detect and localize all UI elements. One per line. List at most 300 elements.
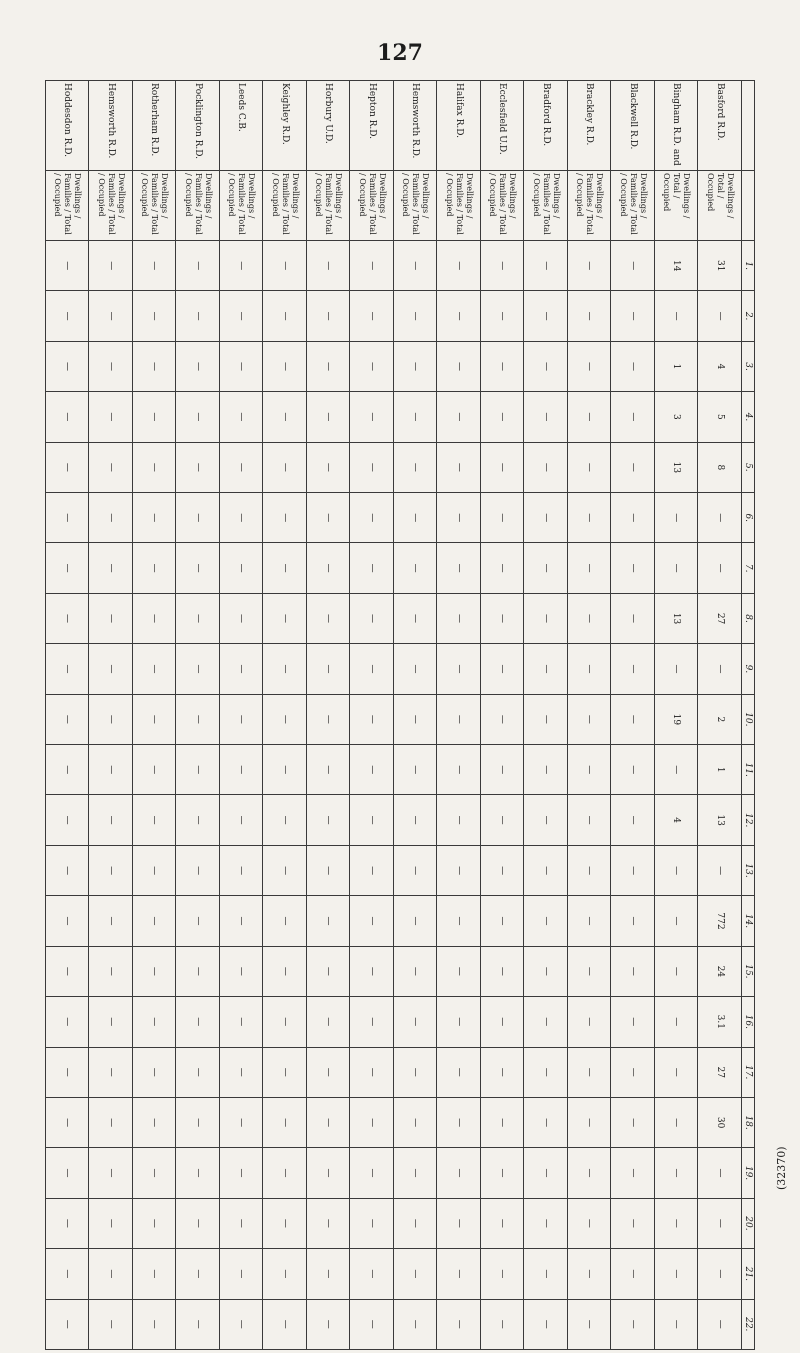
table-cell: —: [307, 795, 351, 845]
table-cell: —: [350, 442, 394, 492]
table-cell: —: [133, 543, 177, 593]
table-cell: —: [568, 1047, 612, 1097]
table-cell: —: [568, 845, 612, 895]
table-cell: —: [655, 493, 699, 543]
table-cell: —: [524, 644, 568, 694]
table-cell: 13: [698, 795, 742, 845]
table-cell: —: [568, 946, 612, 996]
table-cell: —: [263, 493, 307, 543]
table-cell: —: [611, 1249, 655, 1299]
table-cell: 3.1: [698, 997, 742, 1047]
table-cell: —: [394, 1249, 438, 1299]
table-cell: —: [176, 593, 220, 643]
table-cell: —: [350, 1198, 394, 1248]
table-cell: —: [481, 997, 525, 1047]
table-cell: —: [263, 1249, 307, 1299]
column-number: 14.: [742, 896, 755, 946]
table-cell: —: [481, 694, 525, 744]
row-categories: Dwellings / Families / Total / Occupied: [307, 171, 351, 241]
table-cell: —: [481, 442, 525, 492]
table-cell: —: [437, 392, 481, 442]
table-cell: —: [437, 442, 481, 492]
table-cell: —: [611, 997, 655, 1047]
table-cell: —: [307, 1299, 351, 1349]
table-cell: —: [350, 795, 394, 845]
table-cell: —: [176, 946, 220, 996]
table-cell: —: [350, 896, 394, 946]
table-cell: —: [176, 392, 220, 442]
table-cell: —: [611, 896, 655, 946]
table-cell: —: [611, 1198, 655, 1248]
table-cell: —: [133, 896, 177, 946]
table-cell: 8: [698, 442, 742, 492]
table-cell: —: [46, 795, 90, 845]
rotated-table-wrapper: [45, 80, 755, 1350]
table-row: [220, 81, 264, 1350]
table-cell: —: [133, 593, 177, 643]
table-cell: 27: [698, 593, 742, 643]
district-name: Pocklington R.D.: [176, 81, 220, 171]
table-cell: —: [176, 1097, 220, 1147]
table-cell: —: [655, 997, 699, 1047]
district-header: [742, 81, 755, 171]
table-cell: —: [350, 845, 394, 895]
district-name: Basford R.D.: [698, 81, 742, 171]
table-cell: —: [611, 644, 655, 694]
table-cell: —: [698, 644, 742, 694]
table-cell: —: [437, 1097, 481, 1147]
table-cell: —: [350, 946, 394, 996]
table-cell: —: [524, 745, 568, 795]
table-cell: —: [46, 341, 90, 391]
table-cell: 4: [698, 341, 742, 391]
table-cell: —: [350, 644, 394, 694]
table-cell: —: [176, 1299, 220, 1349]
table-cell: —: [568, 795, 612, 845]
table-cell: —: [307, 896, 351, 946]
table-cell: —: [394, 946, 438, 996]
table-cell: —: [437, 997, 481, 1047]
table-cell: —: [307, 745, 351, 795]
table-cell: —: [307, 392, 351, 442]
table-cell: —: [133, 1299, 177, 1349]
row-categories: Dwellings / Families / Total / Occupied: [133, 171, 177, 241]
table-cell: —: [437, 1299, 481, 1349]
table-cell: —: [350, 745, 394, 795]
table-cell: —: [220, 1249, 264, 1299]
table-cell: 4: [655, 795, 699, 845]
table-cell: —: [437, 1148, 481, 1198]
column-number: 3.: [742, 341, 755, 391]
table-cell: —: [220, 593, 264, 643]
table-cell: —: [133, 1198, 177, 1248]
table-cell: —: [481, 1097, 525, 1147]
table-cell: —: [524, 694, 568, 744]
table-cell: —: [220, 341, 264, 391]
table-cell: —: [46, 1198, 90, 1248]
table-cell: —: [568, 593, 612, 643]
table-cell: —: [568, 1148, 612, 1198]
table-cell: —: [394, 493, 438, 543]
table-cell: —: [655, 644, 699, 694]
table-cell: —: [46, 493, 90, 543]
table-cell: —: [394, 291, 438, 341]
table-cell: —: [611, 493, 655, 543]
table-cell: —: [176, 795, 220, 845]
table-cell: —: [611, 1299, 655, 1349]
table-row: [524, 81, 568, 1350]
table-cell: —: [307, 341, 351, 391]
table-row: [133, 81, 177, 1350]
table-cell: —: [524, 795, 568, 845]
table-cell: —: [655, 1198, 699, 1248]
table-cell: —: [481, 946, 525, 996]
column-number: 6.: [742, 493, 755, 543]
table-cell: —: [437, 745, 481, 795]
table-cell: —: [220, 1097, 264, 1147]
table-cell: —: [698, 1249, 742, 1299]
table-cell: —: [89, 1097, 133, 1147]
table-cell: —: [655, 543, 699, 593]
table-cell: —: [133, 1047, 177, 1097]
table-cell: —: [568, 1299, 612, 1349]
district-name: Ecclesfield U.D.: [481, 81, 525, 171]
table-cell: —: [350, 493, 394, 543]
table-cell: 5: [698, 392, 742, 442]
row-categories: Dwellings / Total / Occupied: [698, 171, 742, 241]
table-cell: —: [655, 845, 699, 895]
table-cell: —: [394, 845, 438, 895]
table-cell: —: [394, 745, 438, 795]
table-cell: —: [46, 845, 90, 895]
table-cell: —: [89, 341, 133, 391]
table-cell: —: [220, 241, 264, 291]
table-cell: —: [89, 241, 133, 291]
table-cell: —: [46, 392, 90, 442]
table-cell: —: [307, 997, 351, 1047]
table-row: [437, 81, 481, 1350]
table-cell: —: [568, 694, 612, 744]
column-number: 13.: [742, 845, 755, 895]
table-cell: —: [611, 1097, 655, 1147]
table-row: [350, 81, 394, 1350]
table-cell: —: [176, 997, 220, 1047]
table-cell: —: [611, 845, 655, 895]
table-cell: —: [698, 493, 742, 543]
table-cell: —: [437, 644, 481, 694]
table-cell: —: [263, 1198, 307, 1248]
table-cell: —: [176, 543, 220, 593]
table-cell: —: [568, 1097, 612, 1147]
table-cell: —: [611, 1047, 655, 1097]
table-cell: —: [307, 1047, 351, 1097]
column-number: 22.: [742, 1299, 755, 1349]
table-cell: —: [89, 795, 133, 845]
table-cell: —: [89, 694, 133, 744]
table-cell: —: [89, 896, 133, 946]
table-cell: —: [307, 543, 351, 593]
table-cell: —: [220, 1198, 264, 1248]
table-cell: —: [89, 1198, 133, 1248]
table-cell: —: [350, 1097, 394, 1147]
table-cell: —: [611, 694, 655, 744]
row-categories: Dwellings / Families / Total / Occupied: [611, 171, 655, 241]
table-cell: —: [350, 341, 394, 391]
table-cell: —: [524, 392, 568, 442]
table-cell: —: [89, 442, 133, 492]
table-cell: —: [350, 1148, 394, 1198]
table-cell: —: [263, 1148, 307, 1198]
table-cell: —: [176, 1198, 220, 1248]
table-cell: —: [46, 1299, 90, 1349]
table-cell: —: [89, 291, 133, 341]
table-cell: 30: [698, 1097, 742, 1147]
table-cell: —: [524, 1299, 568, 1349]
table-cell: —: [176, 341, 220, 391]
table-cell: —: [133, 442, 177, 492]
table-cell: —: [611, 795, 655, 845]
table-cell: —: [133, 997, 177, 1047]
table-cell: —: [307, 694, 351, 744]
table-cell: —: [133, 1249, 177, 1299]
column-number: 10.: [742, 694, 755, 744]
table-row: [46, 81, 90, 1350]
table-cell: —: [437, 845, 481, 895]
table-cell: —: [133, 241, 177, 291]
column-number: 15.: [742, 946, 755, 996]
district-name: Keighley R.D.: [263, 81, 307, 171]
column-number: 4.: [742, 392, 755, 442]
table-cell: —: [133, 795, 177, 845]
table-cell: —: [263, 1299, 307, 1349]
table-cell: —: [350, 392, 394, 442]
table-cell: —: [133, 1097, 177, 1147]
table-cell: —: [655, 745, 699, 795]
table-cell: —: [568, 341, 612, 391]
table-cell: —: [46, 997, 90, 1047]
table-cell: —: [263, 291, 307, 341]
table-cell: —: [307, 1097, 351, 1147]
table-cell: —: [481, 795, 525, 845]
table-cell: 13: [655, 442, 699, 492]
table-cell: —: [524, 241, 568, 291]
table-cell: —: [394, 593, 438, 643]
row-categories: Dwellings / Families / Total / Occupied: [220, 171, 264, 241]
table-cell: —: [437, 1249, 481, 1299]
table-cell: —: [176, 493, 220, 543]
table-cell: —: [481, 896, 525, 946]
table-cell: —: [655, 1299, 699, 1349]
table-row: [307, 81, 351, 1350]
table-cell: —: [263, 1097, 307, 1147]
table-cell: —: [481, 1299, 525, 1349]
table-cell: —: [568, 493, 612, 543]
table-cell: 2: [698, 694, 742, 744]
table-cell: —: [611, 543, 655, 593]
table-cell: —: [89, 644, 133, 694]
table-cell: —: [524, 1198, 568, 1248]
column-number: 12.: [742, 795, 755, 845]
table-cell: —: [524, 1047, 568, 1097]
table-cell: 19: [655, 694, 699, 744]
table-cell: —: [307, 946, 351, 996]
table-cell: —: [524, 341, 568, 391]
table-cell: —: [307, 1198, 351, 1248]
table-cell: —: [307, 845, 351, 895]
table-cell: —: [89, 1249, 133, 1299]
table-row: [611, 81, 655, 1350]
table-cell: —: [307, 442, 351, 492]
district-name: Horbury U.D.: [307, 81, 351, 171]
table-cell: —: [568, 1249, 612, 1299]
table-cell: —: [437, 896, 481, 946]
table-cell: —: [394, 644, 438, 694]
table-cell: —: [481, 341, 525, 391]
table-cell: —: [524, 946, 568, 996]
table-cell: —: [220, 493, 264, 543]
table-cell: —: [46, 946, 90, 996]
table-cell: —: [133, 946, 177, 996]
table-cell: —: [437, 795, 481, 845]
table-cell: —: [611, 392, 655, 442]
table-cell: —: [394, 1299, 438, 1349]
table-cell: —: [263, 241, 307, 291]
table-cell: —: [46, 745, 90, 795]
table-cell: —: [655, 291, 699, 341]
table-cell: —: [611, 745, 655, 795]
table-cell: —: [524, 896, 568, 946]
table-cell: —: [263, 1047, 307, 1097]
table-cell: —: [568, 997, 612, 1047]
table-cell: —: [655, 1097, 699, 1147]
column-number: 2.: [742, 291, 755, 341]
table-cell: —: [307, 593, 351, 643]
table-cell: —: [46, 1047, 90, 1097]
table-cell: —: [176, 241, 220, 291]
table-cell: —: [133, 745, 177, 795]
table-cell: —: [89, 1148, 133, 1198]
table-cell: —: [263, 896, 307, 946]
table-cell: —: [220, 795, 264, 845]
table-cell: —: [524, 442, 568, 492]
table-cell: —: [611, 341, 655, 391]
table-cell: —: [263, 644, 307, 694]
table-cell: —: [46, 644, 90, 694]
table-cell: —: [568, 442, 612, 492]
column-number: 7.: [742, 543, 755, 593]
row-categories: Dwellings / Families / Total / Occupied: [568, 171, 612, 241]
table-cell: —: [568, 291, 612, 341]
table-cell: —: [176, 845, 220, 895]
table-cell: —: [263, 593, 307, 643]
table-cell: —: [220, 291, 264, 341]
table-cell: —: [437, 593, 481, 643]
table-cell: —: [46, 1148, 90, 1198]
table-cell: —: [220, 997, 264, 1047]
row-categories: Dwellings / Families / Total / Occupied: [481, 171, 525, 241]
district-name: Hoddesdon R.D.: [46, 81, 90, 171]
table-cell: —: [394, 1097, 438, 1147]
table-cell: —: [220, 644, 264, 694]
table-cell: —: [176, 644, 220, 694]
table-cell: —: [655, 1148, 699, 1198]
table-cell: —: [655, 946, 699, 996]
table-cell: —: [220, 845, 264, 895]
column-number: 18.: [742, 1097, 755, 1147]
table-cell: —: [568, 896, 612, 946]
table-cell: —: [263, 946, 307, 996]
table-cell: —: [394, 241, 438, 291]
table-cell: —: [307, 1249, 351, 1299]
table-cell: —: [220, 694, 264, 744]
district-name: Bradford R.D.: [524, 81, 568, 171]
table-cell: 31: [698, 241, 742, 291]
table-row: [698, 81, 742, 1350]
table-cell: —: [263, 543, 307, 593]
table-cell: —: [481, 745, 525, 795]
table-cell: —: [133, 341, 177, 391]
table-cell: —: [307, 493, 351, 543]
table-cell: —: [89, 845, 133, 895]
table-cell: 13: [655, 593, 699, 643]
table-row: [655, 81, 699, 1350]
table-cell: —: [307, 291, 351, 341]
row-categories: Dwellings / Families / Total / Occupied: [524, 171, 568, 241]
table-cell: —: [350, 241, 394, 291]
row-categories: Dwellings / Families / Total / Occupied: [46, 171, 90, 241]
table-row: [481, 81, 525, 1350]
column-number: 19.: [742, 1148, 755, 1198]
table-cell: —: [89, 997, 133, 1047]
column-number: 17.: [742, 1047, 755, 1097]
table-cell: —: [263, 997, 307, 1047]
table-cell: —: [437, 291, 481, 341]
table-cell: —: [568, 644, 612, 694]
table-cell: —: [220, 896, 264, 946]
district-name: Hemsworth R.D.: [394, 81, 438, 171]
row-categories: Dwellings / Total / Occupied: [655, 171, 699, 241]
table-cell: —: [133, 291, 177, 341]
page-number: 127: [377, 40, 423, 66]
district-name: Blackwell R.D.: [611, 81, 655, 171]
district-name: Hemsworth R.D.: [89, 81, 133, 171]
table-cell: —: [220, 745, 264, 795]
table-cell: —: [350, 1249, 394, 1299]
table-cell: —: [263, 442, 307, 492]
table-cell: 1: [655, 341, 699, 391]
table-cell: —: [220, 1148, 264, 1198]
table-cell: —: [89, 745, 133, 795]
table-cell: —: [524, 291, 568, 341]
table-cell: —: [46, 291, 90, 341]
table-cell: —: [698, 1299, 742, 1349]
table-cell: —: [394, 341, 438, 391]
district-name: Hepton R.D.: [350, 81, 394, 171]
table-cell: —: [176, 291, 220, 341]
table-cell: —: [698, 1198, 742, 1248]
table-cell: —: [133, 845, 177, 895]
table-cell: —: [263, 745, 307, 795]
table-row: [568, 81, 612, 1350]
table-cell: —: [437, 493, 481, 543]
table-cell: —: [133, 392, 177, 442]
table-cell: 3: [655, 392, 699, 442]
column-number: 11.: [742, 745, 755, 795]
table-cell: —: [524, 1249, 568, 1299]
table-cell: —: [133, 1148, 177, 1198]
table-cell: —: [437, 1198, 481, 1248]
row-categories: Dwellings / Families / Total / Occupied: [350, 171, 394, 241]
